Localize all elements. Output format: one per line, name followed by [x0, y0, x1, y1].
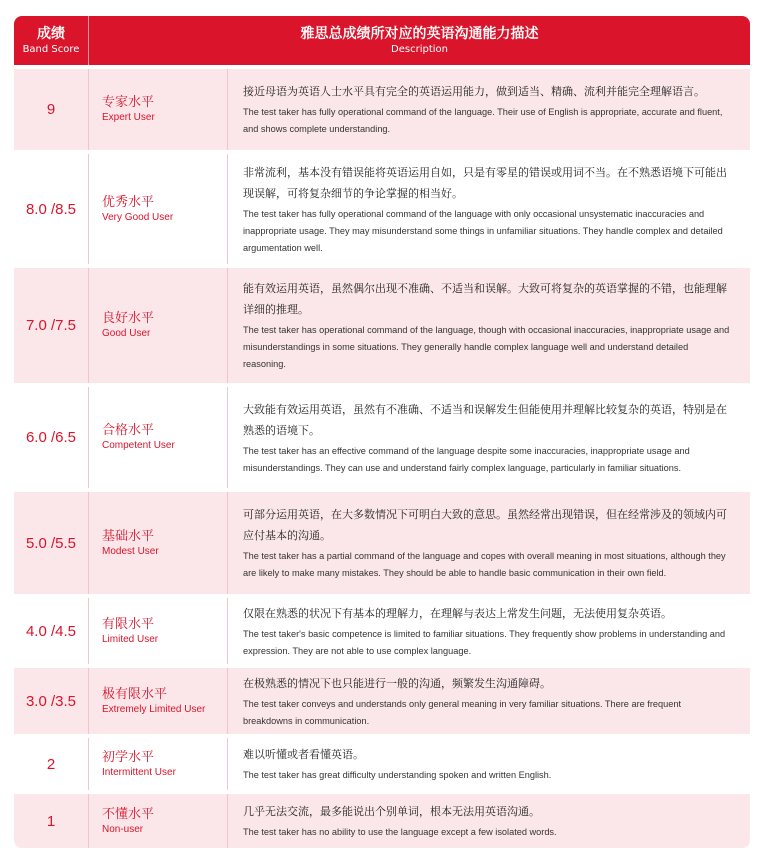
description-cell	[228, 492, 750, 594]
description-en: The test taker conveys and understands only general meaning in very familiar situations. There are frequent breakdowns in communication.	[243, 698, 682, 726]
level-zh: 极有限水平	[102, 686, 168, 702]
description-cell	[228, 268, 750, 383]
band-score: 5.0 /5.5	[14, 492, 89, 594]
description-en: The test taker's basic competence is limited to familiar situations. They frequently show problems in understanding and expression. They are not able to use complex language.	[243, 628, 726, 656]
description-cell	[228, 154, 750, 264]
table-header	[14, 16, 750, 65]
level-cell	[89, 598, 228, 664]
band-score: 4.0 /4.5	[14, 598, 89, 664]
description-en: The test taker has fully operational command of the language. Their use of English is appropriate, accurate and fluent, and shows complete understanding.	[243, 107, 723, 134]
table-row	[14, 264, 750, 383]
level-zh: 不懂水平	[102, 806, 155, 822]
level-cell	[89, 154, 228, 264]
description-column-header	[89, 16, 750, 65]
level-zh: 良好水平	[102, 311, 155, 326]
level-zh: 专家水平	[102, 95, 155, 110]
level-en: Limited User	[102, 633, 159, 645]
level-zh: 合格水平	[102, 423, 155, 438]
description-en: The test taker has operational command of the language, though with occasional inaccuracies, inappropriate usage and misunderstandings in some situations. They generally handle complex language well and understand detailed reasoning.	[243, 325, 730, 369]
level-en: Intermittent User	[102, 766, 176, 778]
band-score: 6.0 /6.5	[14, 387, 89, 488]
level-zh: 优秀水平	[102, 194, 155, 210]
table-row	[14, 383, 750, 488]
table-row	[14, 150, 750, 264]
score-column-header	[14, 16, 89, 65]
description-zh: 非常流利，基本没有错误能将英语运用自如，只是有零星的错误或用词不当。在不熟悉语境下可能出现误解，可将复杂细节的争论掌握的相当好。	[243, 165, 727, 200]
description-cell	[228, 387, 750, 488]
description-header-zh: 雅思总成绩所对应的英语沟通能力描述	[300, 25, 539, 42]
band-score: 7.0 /7.5	[14, 268, 89, 383]
level-cell	[89, 387, 228, 488]
description-zh: 几乎无法交流，最多能说出个别单词，根本无法用英语沟通。	[243, 805, 540, 818]
band-score: 1	[14, 794, 89, 848]
band-score: 9	[14, 69, 89, 150]
table-row	[14, 664, 750, 734]
description-cell	[228, 794, 750, 848]
band-score-table	[14, 16, 750, 848]
table-row	[14, 65, 750, 150]
level-cell	[89, 492, 228, 594]
description-cell	[228, 598, 750, 664]
band-score: 8.0 /8.5	[14, 154, 89, 264]
description-header-en: Description	[391, 43, 448, 55]
description-cell	[228, 738, 750, 790]
band-score: 3.0 /3.5	[14, 668, 89, 734]
level-en: Extremely Limited User	[102, 703, 206, 715]
description-en: The test taker has fully operational command of the language with only occasional unsystematic inaccuracies and inappropriate usage. They may misunderstand some things in unfamiliar situations. They handle complex and detailed argumentation well.	[243, 208, 723, 253]
table-row	[14, 594, 750, 664]
level-cell	[89, 268, 228, 383]
level-en: Good User	[102, 328, 151, 339]
description-zh: 在极熟悉的情况下也只能进行一般的沟通，频繁发生沟通障碍。	[243, 676, 551, 690]
table-row	[14, 734, 750, 790]
description-zh: 大致能有效运用英语，虽然有不准确、不适当和误解发生但能使用并理解比较复杂的英语，特别是在熟悉的语境下。	[243, 402, 727, 437]
table-row	[14, 488, 750, 594]
level-zh: 初学水平	[102, 749, 155, 765]
description-zh: 接近母语为英语人士水平具有完全的英语运用能力，做到适当、精确、流利并能完全理解语言。	[243, 85, 705, 98]
level-cell	[89, 668, 228, 734]
score-header-en: Band Score	[22, 43, 80, 55]
description-cell	[228, 668, 750, 734]
description-en: The test taker has a partial command of the language and copes with overall meaning in most situations, although they are likely to make many mistakes. They should be able to handle basic communication in their own field.	[243, 551, 726, 578]
level-en: Modest User	[102, 545, 159, 557]
level-zh: 基础水平	[102, 528, 155, 544]
table-row	[14, 790, 750, 848]
description-en: The test taker has great difficulty understanding spoken and written English.	[243, 770, 552, 780]
description-zh: 能有效运用英语，虽然偶尔出现不准确、不适当和误解。大致可将复杂的英语掌握的不错，也能理解详细的推理。	[243, 282, 727, 316]
level-en: Competent User	[102, 440, 175, 451]
description-zh: 难以听懂或者看懂英语。	[243, 748, 364, 761]
description-zh: 可部分运用英语，在大多数情况下可明白大致的意思。虽然经常出现错误，但在经常涉及的领域内可应付基本的沟通。	[243, 508, 727, 542]
level-cell	[89, 69, 228, 150]
score-header-zh: 成绩	[37, 25, 65, 42]
description-zh: 仅限在熟悉的状况下有基本的理解力，在理解与表达上常发生问题，无法使用复杂英语。	[243, 606, 672, 620]
level-cell	[89, 738, 228, 790]
description-en: The test taker has an effective command of the language despite some inaccuracies, inappropriate usage and misunderstandings. They can use and understand fairly complex language, particularly in familiar situations.	[243, 445, 690, 473]
description-cell	[228, 69, 750, 150]
level-en: Non-user	[102, 823, 144, 835]
level-cell	[89, 794, 228, 848]
level-en: Expert User	[102, 112, 155, 123]
band-score: 2	[14, 738, 89, 790]
level-zh: 有限水平	[102, 616, 155, 632]
description-en: The test taker has no ability to use the language except a few isolated words.	[243, 827, 557, 837]
level-en: Very Good User	[102, 211, 174, 223]
